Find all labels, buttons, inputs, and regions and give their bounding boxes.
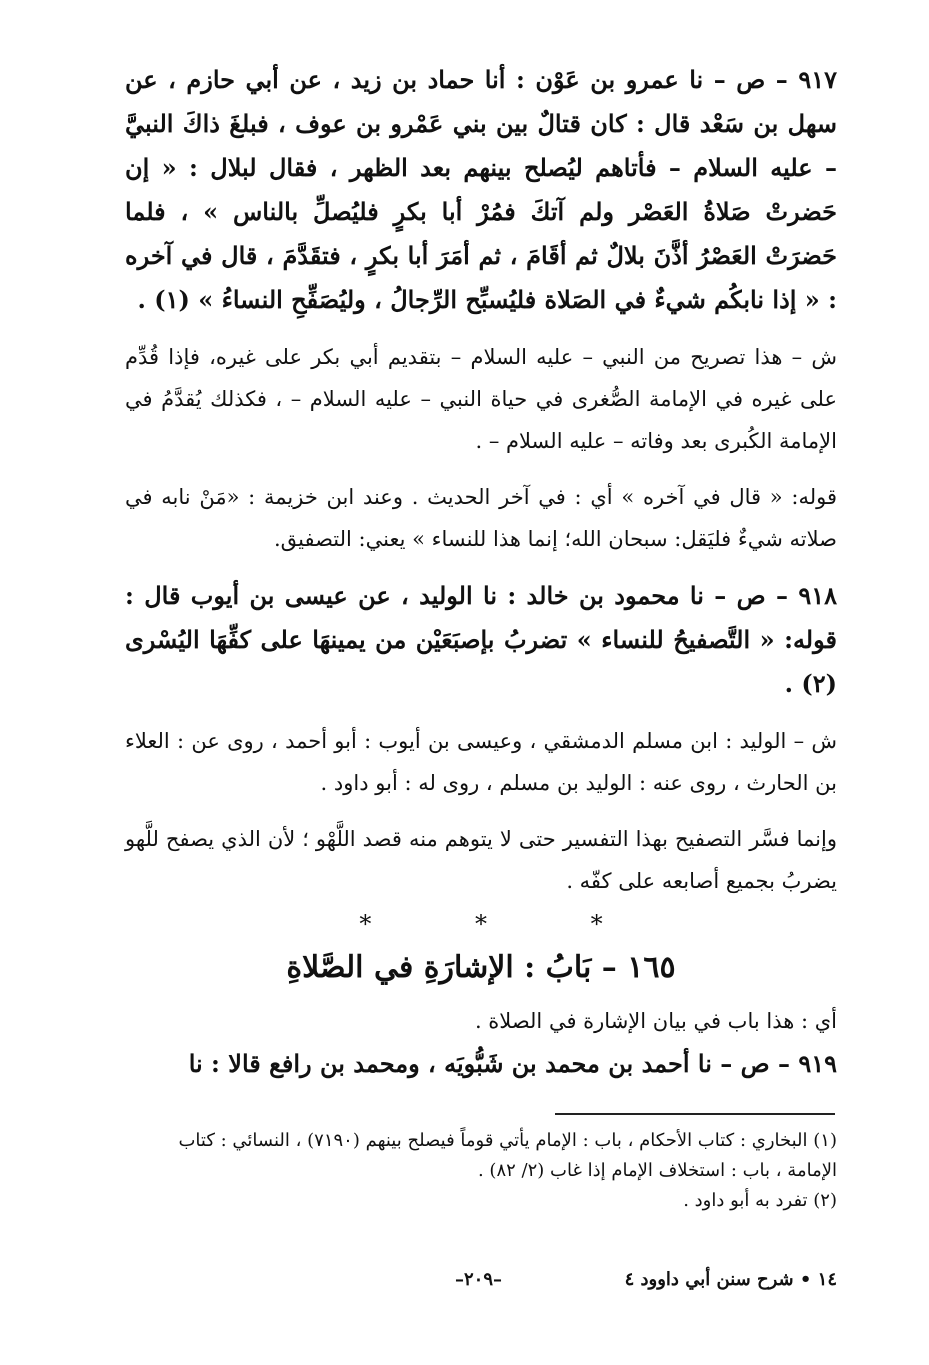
commentary-917: ش – هذا تصريح من النبي – عليه السلام – بتقديم أبي بكر على غيره، فإذا قُدِّم على غيره في الإمامة الصُّغرى في حياة النبي – عليه السلام – ، فكذلك يُقدَّمُ في الإمامة الكُبرى بعد وفاته – عليه السلام – . [125,345,837,453]
commentary-qawluh: قوله: « قال في آخره » أي : في آخر الحديث . وعند ابن خزيمة : «مَنْ نابه في صلاته شيءٌ فليَقل: سبحان الله؛ إنما هذا للنساء » يعني: التصفيق. [125,485,837,551]
hadith-917: ٩١٧ – ص – نا عمرو بن عَوْن : أنا حماد بن زيد ، عن أبي حازم ، عن سهل بن سَعْد قال : كان قتالٌ بين بني عَمْرو بن عوف ، فبلغَ ذاكَ النبيَّ – عليه السلام – فأتاهم ليُصلح بينهم بعد الظهر ، فقال لبلال : « إن حَضرتْ صَلاةُ العَصْر ولم آتكَ فمُرْ أبا بكرٍ فليُصلِّ بالناس » ، فلما حَضرَتْ العَصْرُ أذَّنَ بلالٌ ثم أقَامَ ، ثم أمَرَ أبا بكرٍ ، فتقَدَّمَ ، قال في آخره : « إذا نابكُم شيءٌ في الصَلاة فليُسبِّح الرِّجالُ ، وليُصَفِّحِ النساءُ » (١) . [125,65,838,314]
book-title: ١٤ • شرح سنن أبي داوود ٤ [624,1269,837,1290]
page-number: –٢٠٩– [455,1269,503,1290]
footnote-separator [555,1113,835,1115]
section-divider-stars: * * * [359,910,651,938]
page-footer [125,1265,837,1295]
commentary-explain: وإنما فسَّر التصفيح بهذا التفسير حتى لا يتوهم منه قصد اللَّهْو ؛ لأن الذي يصفح للَّهو يضربُ بجميع أصابعه على كفّه . [125,827,837,893]
footnote-2: (٢) تفرد به أبو داود . [683,1190,837,1211]
main-text [125,58,837,1086]
footnote-1: (١) البخاري : كتاب الأحكام ، باب : الإمام يأتي قوماً فيصلح بينهم (٧١٩٠) ، النسائي : كتاب الإمامة ، باب : استخلاف الإمام إذا غاب (٢/ ٨٢) . [178,1130,837,1181]
chapter-explanation: أي : هذا باب في بيان الإشارة في الصلاة . [474,1009,837,1033]
hadith-918: ٩١٨ – ص – نا محمود بن خالد : نا الوليد ، عن عيسى بن أيوب قال : قوله: « التَّصفيحُ للنساء » تضربُ بإصبَعَيْن من يمينهَا على كفِّهَا اليُسْرى (٢) . [125,581,837,698]
chapter-heading: ١٦٥ – بَابُ : الإشارَةِ في الصَّلاةِ [286,950,676,985]
commentary-918: ش – الوليد : ابن مسلم الدمشقي ، وعيسى بن أيوب : أبو أحمد ، روى عن : العلاء بن الحارث ، روى عنه : الوليد بن مسلم ، روى له : أبو داود . [125,729,837,795]
hadith-919: ٩١٩ – ص – نا أحمد بن محمد بن شَبُّويَه ، ومحمد بن رافع قالا : نا [188,1049,837,1078]
footnotes [125,1126,837,1216]
